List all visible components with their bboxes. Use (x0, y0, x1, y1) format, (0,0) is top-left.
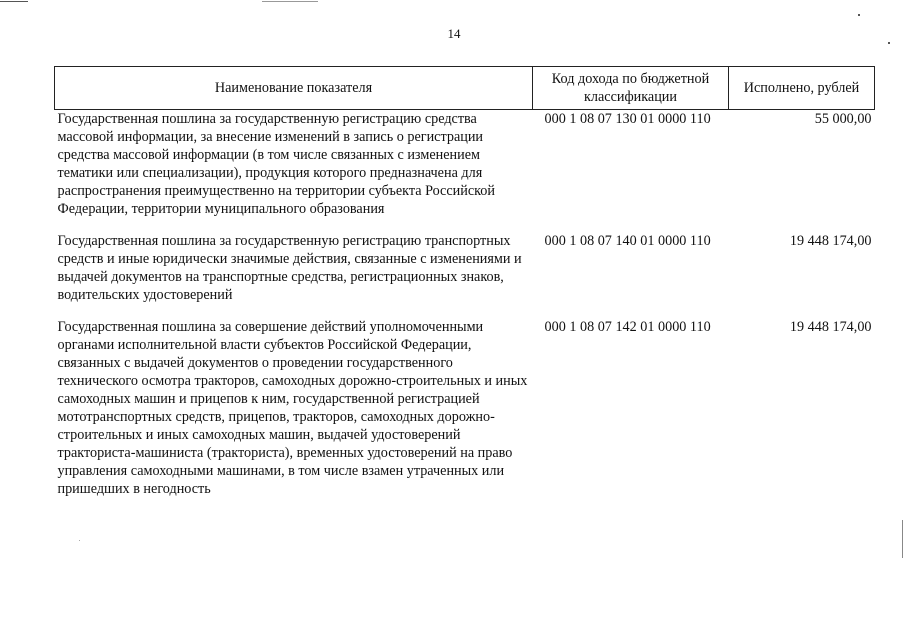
row-amount: 55 000,00 (814, 111, 872, 127)
header-row (55, 67, 875, 110)
table-row (55, 232, 875, 318)
row-code: 000 1 08 07 140 01 0000 110 (544, 233, 711, 249)
row-code: 000 1 08 07 142 01 0000 110 (544, 319, 711, 335)
table-body (55, 110, 875, 513)
row-code: 000 1 08 07 130 01 0000 110 (544, 111, 711, 127)
scan-artifact-top-line (262, 1, 318, 2)
table-header (55, 67, 875, 110)
row-name: Государственная пошлина за государственную регистрацию транспортных средств и иные юридически значимые действия, связанные с изменениями и выдачей документов на транспортные средства, регистрационных знаков, водительских удостоверений (57, 233, 522, 303)
scan-artifact-dot (888, 42, 890, 44)
row-name: Государственная пошлина за совершение действий уполномоченными органами исполнительной власти субъектов Российской Федерации, связанных с выдачей документов о проведении государственного технического осмотра тракторов, самоходных дорожно-строительных и иных самоходных машин и прицепов к ним, государственной регистрацией мототранспортных средств, прицепов, тракторов, самоходных дорожно-строительных и иных самоходных машин, выдачей удостоверений тракториста-машиниста (тракториста), временных удостоверений на право управления самоходными машинами, в том числе взамен утраченных или пришедших в негодность (57, 319, 528, 497)
header-code: Код дохода по бюджетной классификации (533, 67, 729, 110)
table-row (55, 110, 875, 233)
row-name: Государственная пошлина за государственную регистрацию средства массовой информации, за внесение изменений в запись о регистрации средства массовой информации (в том числе связанных с изменением тематики или специализации), продукция которого предназначена для распространения преимущественно на территории субъекта Российской Федерации, территории муниципального образования (57, 111, 495, 217)
page-number: 14 (447, 26, 461, 41)
row-amount: 19 448 174,00 (789, 319, 872, 335)
header-name: Наименование показателя (55, 67, 533, 110)
row-amount: 19 448 174,00 (789, 233, 872, 249)
revenue-table (54, 66, 875, 512)
scan-artifact-edge (902, 520, 903, 558)
scan-artifact-top-line (0, 1, 28, 2)
scan-artifact-dot (79, 540, 80, 541)
table-row (55, 318, 875, 512)
header-amount: Исполнено, рублей (729, 67, 875, 110)
scan-artifact-dot (858, 14, 860, 16)
